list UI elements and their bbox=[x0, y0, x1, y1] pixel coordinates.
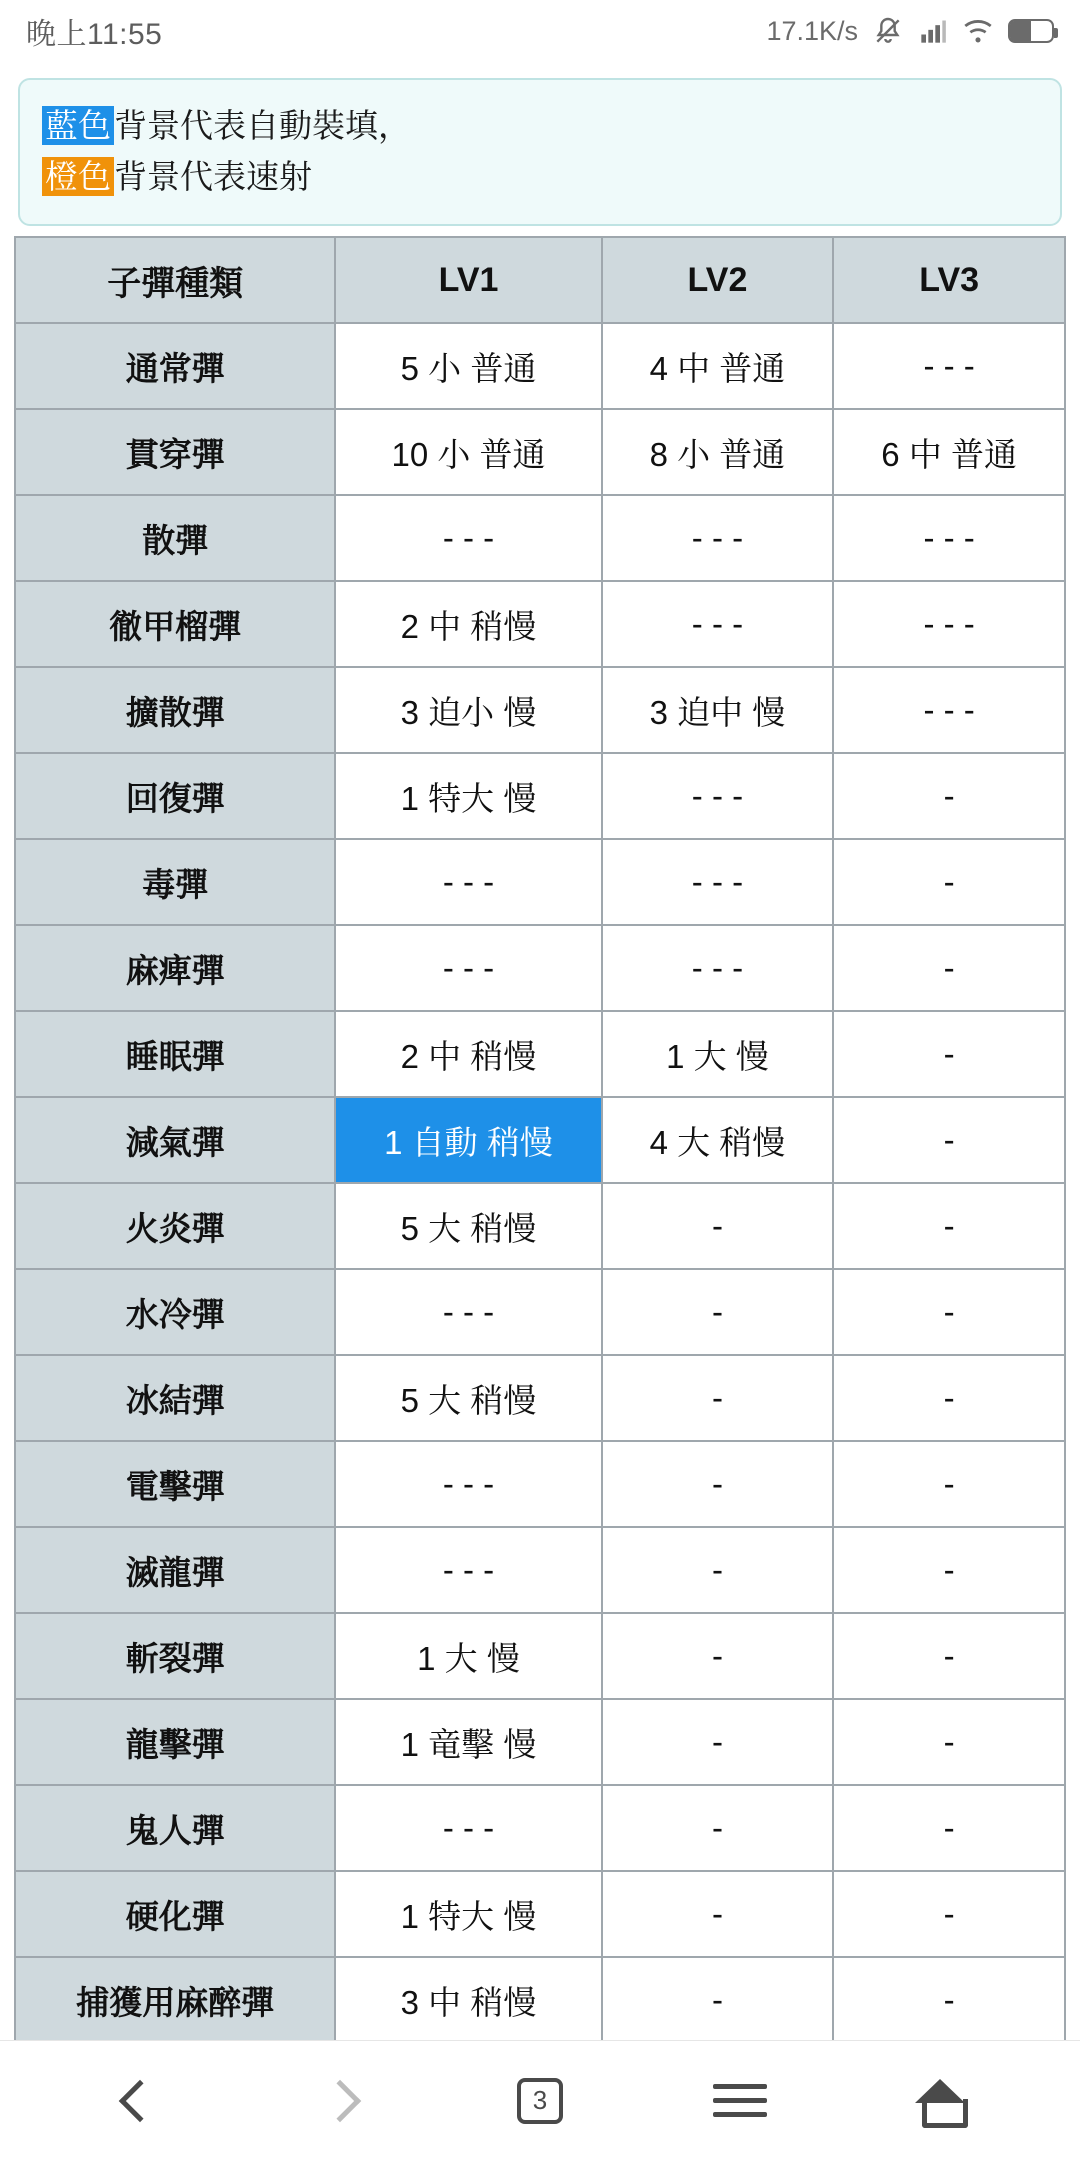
ammo-lv2-cell: - bbox=[602, 1785, 834, 1871]
ammo-lv3-cell: 6 中 普通 bbox=[833, 409, 1065, 495]
ammo-name: 徹甲榴彈 bbox=[15, 581, 335, 667]
ammo-lv3-cell: - bbox=[833, 1785, 1065, 1871]
ammo-lv1-cell: - - - bbox=[335, 925, 601, 1011]
ammo-lv2-cell: - - - bbox=[602, 753, 834, 839]
legend-orange-tag: 橙色 bbox=[42, 157, 114, 196]
ammo-lv1-cell: 1 大 慢 bbox=[335, 1613, 601, 1699]
ammo-lv1-cell: 2 中 稍慢 bbox=[335, 581, 601, 667]
ammo-lv1-cell: - - - bbox=[335, 495, 601, 581]
ammo-lv3-cell: - - - bbox=[833, 581, 1065, 667]
table-row bbox=[15, 839, 1065, 925]
ammo-lv1-cell: 1 竜擊 慢 bbox=[335, 1699, 601, 1785]
ammo-name: 捕獲用麻醉彈 bbox=[15, 1957, 335, 2040]
ammo-name: 擴散彈 bbox=[15, 667, 335, 753]
back-chevron-icon bbox=[119, 2079, 161, 2121]
mute-bell-icon bbox=[872, 15, 904, 47]
ammo-lv1-cell: 1 自動 稍慢 bbox=[335, 1097, 601, 1183]
ammo-lv1-cell: - - - bbox=[335, 1269, 601, 1355]
table-row bbox=[15, 1183, 1065, 1269]
ammo-name: 睡眠彈 bbox=[15, 1011, 335, 1097]
column-header-lv2: LV2 bbox=[602, 237, 834, 323]
ammo-lv3-cell: - bbox=[833, 925, 1065, 1011]
table-row bbox=[15, 667, 1065, 753]
table-row bbox=[15, 1613, 1065, 1699]
ammo-lv1-cell: 3 迫小 慢 bbox=[335, 667, 601, 753]
battery-level bbox=[1010, 21, 1031, 41]
ammo-lv2-cell: - bbox=[602, 1871, 834, 1957]
ammo-lv2-cell: 3 迫中 慢 bbox=[602, 667, 834, 753]
ammo-lv2-cell: - bbox=[602, 1699, 834, 1785]
ammo-name: 麻痺彈 bbox=[15, 925, 335, 1011]
table-row bbox=[15, 753, 1065, 839]
ammo-lv3-cell: - bbox=[833, 1011, 1065, 1097]
ammo-lv1-cell: 1 特大 慢 bbox=[335, 753, 601, 839]
ammo-name: 電擊彈 bbox=[15, 1441, 335, 1527]
ammo-lv2-cell: 1 大 慢 bbox=[602, 1011, 834, 1097]
ammo-name: 硬化彈 bbox=[15, 1871, 335, 1957]
table-row bbox=[15, 1011, 1065, 1097]
legend-blue-text: 背景代表自動裝填， bbox=[114, 107, 411, 144]
column-header-lv1: LV1 bbox=[335, 237, 601, 323]
ammo-lv3-cell: - bbox=[833, 1441, 1065, 1527]
table-row bbox=[15, 1957, 1065, 2040]
column-header-lv3: LV3 bbox=[833, 237, 1065, 323]
table-row bbox=[15, 1355, 1065, 1441]
table-row bbox=[15, 581, 1065, 667]
page-content bbox=[0, 62, 1080, 2040]
ammo-lv1-cell: 5 小 普通 bbox=[335, 323, 601, 409]
ammo-lv2-cell: 8 小 普通 bbox=[602, 409, 834, 495]
ammo-name: 斬裂彈 bbox=[15, 1613, 335, 1699]
table-row bbox=[15, 1699, 1065, 1785]
table-body bbox=[15, 323, 1065, 2040]
hamburger-menu-icon bbox=[713, 2075, 767, 2126]
table-row bbox=[15, 925, 1065, 1011]
ammo-name: 冰結彈 bbox=[15, 1355, 335, 1441]
ammo-name: 貫穿彈 bbox=[15, 409, 335, 495]
ammo-lv1-cell: 5 大 稍慢 bbox=[335, 1183, 601, 1269]
ammo-name: 水冷彈 bbox=[15, 1269, 335, 1355]
ammo-lv2-cell: - bbox=[602, 1527, 834, 1613]
table-row bbox=[15, 1441, 1065, 1527]
ammo-lv2-cell: - - - bbox=[602, 581, 834, 667]
ammo-name: 滅龍彈 bbox=[15, 1527, 335, 1613]
legend-line-orange bbox=[42, 151, 1038, 202]
browser-navbar bbox=[0, 2040, 1080, 2160]
ammo-lv2-cell: - bbox=[602, 1355, 834, 1441]
ammo-lv3-cell: - - - bbox=[833, 323, 1065, 409]
ammo-lv3-cell: - bbox=[833, 1527, 1065, 1613]
ammo-name: 散彈 bbox=[15, 495, 335, 581]
table-row bbox=[15, 495, 1065, 581]
ammo-lv2-cell: - bbox=[602, 1957, 834, 2040]
signal-bars-icon bbox=[918, 17, 948, 45]
ammo-lv2-cell: - bbox=[602, 1183, 834, 1269]
ammo-lv2-cell: - bbox=[602, 1613, 834, 1699]
ammo-lv2-cell: - - - bbox=[602, 925, 834, 1011]
ammo-lv1-cell: 5 大 稍慢 bbox=[335, 1355, 601, 1441]
ammo-lv1-cell: - - - bbox=[335, 1527, 601, 1613]
table-row bbox=[15, 1871, 1065, 1957]
ammo-lv2-cell: 4 大 稍慢 bbox=[602, 1097, 834, 1183]
network-speed: 17.1K/s bbox=[766, 15, 858, 46]
back-button[interactable] bbox=[85, 2056, 195, 2146]
legend-line-blue bbox=[42, 100, 1038, 151]
ammo-lv3-cell: - - - bbox=[833, 667, 1065, 753]
ammo-lv3-cell: - bbox=[833, 1957, 1065, 2040]
status-time: 晚上11:55 bbox=[26, 18, 163, 51]
tabs-button[interactable] bbox=[485, 2056, 595, 2146]
ammo-lv1-cell: - - - bbox=[335, 839, 601, 925]
ammo-name: 龍擊彈 bbox=[15, 1699, 335, 1785]
status-icons bbox=[766, 15, 1054, 47]
home-button[interactable] bbox=[885, 2056, 995, 2146]
table-row bbox=[15, 1785, 1065, 1871]
ammo-lv3-cell: - bbox=[833, 1613, 1065, 1699]
ammo-lv2-cell: 4 中 普通 bbox=[602, 323, 834, 409]
ammo-lv3-cell: - bbox=[833, 1871, 1065, 1957]
tab-count-box: 3 bbox=[517, 2078, 563, 2124]
legend-blue-tag: 藍色 bbox=[42, 106, 114, 145]
ammo-lv1-cell: 10 小 普通 bbox=[335, 409, 601, 495]
forward-button[interactable] bbox=[285, 2056, 395, 2146]
legend-notice bbox=[18, 78, 1062, 226]
ammo-lv2-cell: - bbox=[602, 1269, 834, 1355]
ammo-lv3-cell: - - - bbox=[833, 495, 1065, 581]
ammo-lv1-cell: 2 中 稍慢 bbox=[335, 1011, 601, 1097]
ammo-name: 毒彈 bbox=[15, 839, 335, 925]
menu-button[interactable] bbox=[685, 2056, 795, 2146]
wifi-icon bbox=[962, 17, 994, 45]
ammo-lv1-cell: - - - bbox=[335, 1441, 601, 1527]
ammo-lv1-cell: 1 特大 慢 bbox=[335, 1871, 601, 1957]
forward-chevron-icon bbox=[319, 2079, 361, 2121]
ammo-name: 通常彈 bbox=[15, 323, 335, 409]
ammo-lv3-cell: - bbox=[833, 1699, 1065, 1785]
ammo-lv1-cell: - - - bbox=[335, 1785, 601, 1871]
ammo-lv3-cell: - bbox=[833, 1183, 1065, 1269]
ammo-lv2-cell: - - - bbox=[602, 495, 834, 581]
ammo-lv1-cell: 3 中 稍慢 bbox=[335, 1957, 601, 2040]
ammo-lv3-cell: - bbox=[833, 839, 1065, 925]
ammo-lv3-cell: - bbox=[833, 1269, 1065, 1355]
ammo-name: 減氣彈 bbox=[15, 1097, 335, 1183]
table-header-row bbox=[15, 237, 1065, 323]
table-row bbox=[15, 1527, 1065, 1613]
legend-orange-text: 背景代表速射 bbox=[114, 158, 312, 196]
ammo-lv2-cell: - bbox=[602, 1441, 834, 1527]
ammo-lv3-cell: - bbox=[833, 1097, 1065, 1183]
status-bar bbox=[0, 0, 1080, 62]
table-row bbox=[15, 1269, 1065, 1355]
ammo-table bbox=[14, 236, 1066, 2040]
ammo-lv3-cell: - bbox=[833, 753, 1065, 839]
ammo-name: 鬼人彈 bbox=[15, 1785, 335, 1871]
ammo-lv2-cell: - - - bbox=[602, 839, 834, 925]
ammo-name: 回復彈 bbox=[15, 753, 335, 839]
ammo-name: 火炎彈 bbox=[15, 1183, 335, 1269]
column-header-type: 子彈種類 bbox=[15, 237, 335, 323]
table-row bbox=[15, 323, 1065, 409]
table-row bbox=[15, 1097, 1065, 1183]
home-icon bbox=[915, 2079, 965, 2123]
table-row bbox=[15, 409, 1065, 495]
ammo-lv3-cell: - bbox=[833, 1355, 1065, 1441]
battery-icon bbox=[1008, 19, 1054, 43]
